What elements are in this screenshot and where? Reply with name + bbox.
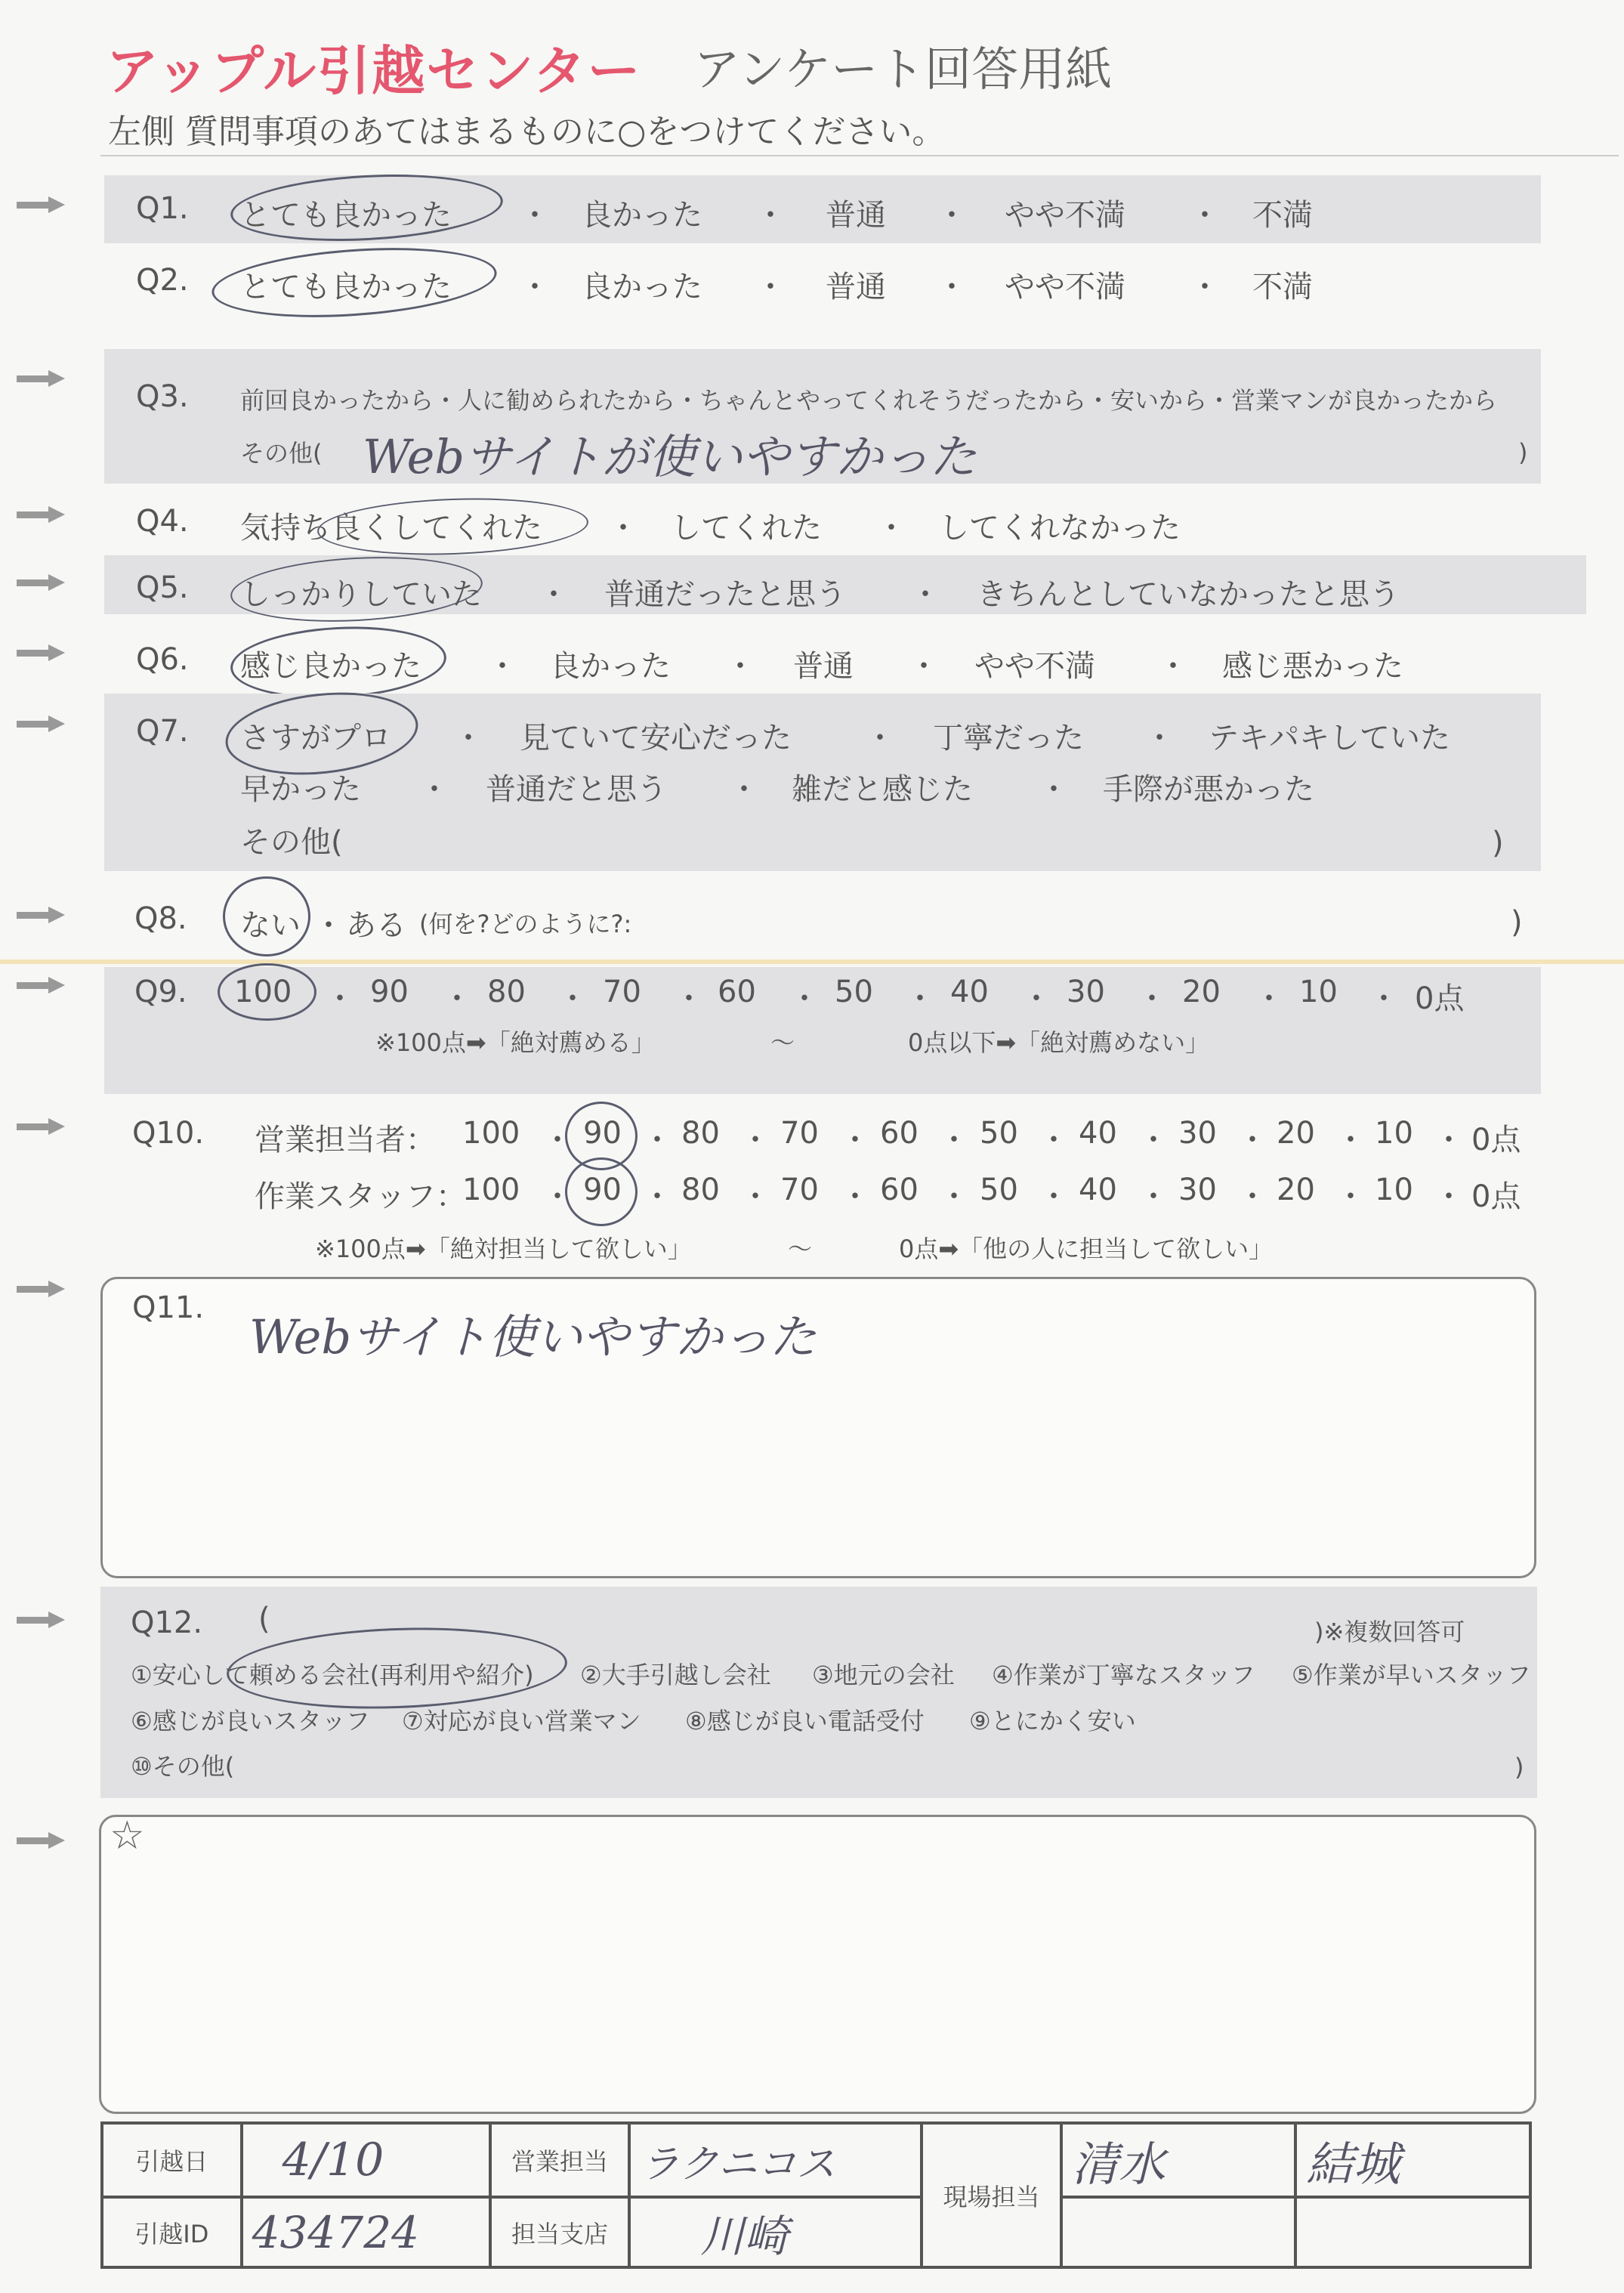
site-staff-2[interactable]: 結城 xyxy=(1306,2136,1400,2192)
move-id-value[interactable]: 434724 xyxy=(252,2206,420,2258)
q9-score-50[interactable]: 50 xyxy=(835,975,873,1009)
sales-label: 営業担当 xyxy=(490,2123,629,2197)
q9-score-90[interactable]: 90 xyxy=(370,975,409,1009)
q10-staff-70[interactable]: 70 xyxy=(780,1173,819,1207)
q10-sales-40[interactable]: 40 xyxy=(1079,1116,1117,1151)
q5-option-3[interactable]: きちんとしていなかったと思う xyxy=(977,577,1400,612)
q9-score-20[interactable]: 20 xyxy=(1182,975,1221,1009)
branch-name[interactable]: 川崎 xyxy=(700,2210,789,2262)
q9-score-70[interactable]: 70 xyxy=(603,975,641,1009)
q4-option-1[interactable]: 気持ち良くしてくれた xyxy=(240,511,542,545)
company-name: アップル引越センター xyxy=(106,40,642,102)
q6-option-5[interactable]: 感じ悪かった xyxy=(1222,649,1403,684)
q9-score-0[interactable]: 0点 xyxy=(1415,981,1465,1016)
q10-sales-10[interactable]: 10 xyxy=(1375,1116,1413,1151)
q9-score-60[interactable]: 60 xyxy=(718,975,756,1009)
q2-option-1[interactable]: とても良かった xyxy=(240,270,452,304)
arrow-icon xyxy=(17,574,65,591)
q11-answer[interactable]: Webサイト使いやすかった xyxy=(249,1309,817,1364)
move-date-value[interactable]: 4/10 xyxy=(282,2134,384,2187)
q6-option-2[interactable]: 良かった xyxy=(550,649,671,684)
arrow-icon xyxy=(17,907,65,923)
q8-detail-close: ) xyxy=(1511,905,1523,940)
paper-line xyxy=(0,960,1624,964)
q10-staff-40[interactable]: 40 xyxy=(1079,1173,1117,1207)
q10-sales-80[interactable]: 80 xyxy=(681,1116,720,1151)
q9-score-40[interactable]: 40 xyxy=(950,975,989,1009)
header-divider xyxy=(100,155,1619,156)
q3-options-line[interactable]: 前回良かったから・人に勧められたから・ちゃんとやってくれそうだったから・安いから・営業マンが良かったから xyxy=(240,386,1498,415)
q6-option-4[interactable]: やや不満 xyxy=(974,649,1095,684)
q8-option-yes[interactable]: ある xyxy=(346,908,406,943)
q12-option-7[interactable]: ⑦対応が良い営業マン xyxy=(402,1707,641,1735)
site-label: 現場担当 xyxy=(922,2123,1061,2267)
q7-label: Q7. xyxy=(136,714,189,749)
q6-label: Q6. xyxy=(136,642,189,677)
q10-note-left: ※100点➡「絶対担当して欲しい」 xyxy=(315,1235,692,1263)
q1-label: Q1. xyxy=(136,191,189,226)
q10-staff-0[interactable]: 0点 xyxy=(1471,1179,1521,1214)
q3-other-label: その他( xyxy=(240,439,323,468)
site-staff-1[interactable]: 清水 xyxy=(1071,2136,1166,2192)
q1-option-4[interactable]: やや不満 xyxy=(1005,198,1125,233)
q7-option-6[interactable]: 普通だと思う xyxy=(486,772,667,807)
q4-option-3[interactable]: してくれなかった xyxy=(939,511,1181,545)
q6-selection-circle xyxy=(229,622,449,704)
q2-option-2[interactable]: 良かった xyxy=(582,270,702,304)
q12-option-5[interactable]: ⑤作業が早いスタッフ xyxy=(1292,1661,1531,1689)
q10-staff-30[interactable]: 30 xyxy=(1178,1173,1217,1207)
arrow-icon xyxy=(17,1612,65,1628)
move-id-label: 引越ID xyxy=(102,2197,242,2267)
q7-other-close: ) xyxy=(1492,826,1504,861)
q12-other-close: ) xyxy=(1514,1753,1524,1782)
q1-option-2[interactable]: 良かった xyxy=(582,198,702,233)
q12-note: )※複数回答可 xyxy=(1314,1618,1465,1646)
q9-note-left: ※100点➡「絶対薦める」 xyxy=(375,1028,656,1057)
q9-score-80[interactable]: 80 xyxy=(487,975,526,1009)
arrow-icon xyxy=(17,506,65,523)
arrow-icon xyxy=(17,1832,65,1849)
q10-staff-selection-circle xyxy=(565,1157,638,1226)
q5-option-2[interactable]: 普通だったと思う xyxy=(604,577,846,612)
q9-score-10[interactable]: 10 xyxy=(1299,975,1338,1009)
q10-sales-30[interactable]: 30 xyxy=(1178,1116,1217,1151)
q9-label: Q9. xyxy=(134,975,187,1009)
arrow-icon xyxy=(17,977,65,994)
q10-sales-60[interactable]: 60 xyxy=(880,1116,919,1151)
form-title: アンケート回答用紙 xyxy=(693,42,1113,97)
q10-sales-label: 営業担当者： xyxy=(255,1123,436,1157)
q6-option-3[interactable]: 普通 xyxy=(793,649,854,684)
q7-option-5[interactable]: 早かった xyxy=(240,772,361,807)
q7-other-label: その他( xyxy=(240,825,343,860)
q12-option-2[interactable]: ②大手引越し会社 xyxy=(580,1661,771,1689)
q12-other-label: ⑩その他( xyxy=(131,1752,235,1781)
q10-note-right: 0点➡「他の人に担当して欲しい」 xyxy=(899,1235,1274,1263)
q10-sales-20[interactable]: 20 xyxy=(1277,1116,1315,1151)
q4-option-2[interactable]: してくれた xyxy=(671,511,822,545)
q9-selection-circle xyxy=(218,963,316,1021)
q11-label: Q11. xyxy=(132,1290,205,1325)
arrow-icon xyxy=(17,1281,65,1297)
q5-option-1[interactable]: しっかりしていた xyxy=(240,577,482,612)
q10-staff-10[interactable]: 10 xyxy=(1375,1173,1413,1207)
sales-name[interactable]: ラクニコス xyxy=(640,2141,836,2187)
q10-staff-50[interactable]: 50 xyxy=(980,1173,1018,1207)
arrow-icon xyxy=(17,1118,65,1135)
q3-label: Q3. xyxy=(136,379,189,414)
q7-option-7[interactable]: 雑だと感じた xyxy=(792,772,973,807)
q9-note-right: 0点以下➡「絶対薦めない」 xyxy=(908,1028,1210,1057)
q10-staff-60[interactable]: 60 xyxy=(880,1173,919,1207)
q10-staff-90[interactable]: 90 xyxy=(583,1173,622,1207)
q12-option-4[interactable]: ④作業が丁寧なスタッフ xyxy=(992,1661,1255,1689)
q10-staff-80[interactable]: 80 xyxy=(681,1173,720,1207)
comment-box[interactable] xyxy=(99,1815,1536,2114)
q8-selection-circle xyxy=(223,876,310,956)
q12-option-9[interactable]: ⑨とにかく安い xyxy=(969,1707,1136,1735)
q2-option-5[interactable]: 不満 xyxy=(1252,270,1313,304)
q6-option-1[interactable]: 感じ良かった xyxy=(240,649,421,684)
q3-other-close: ) xyxy=(1518,438,1528,467)
q2-option-3[interactable]: 普通 xyxy=(826,270,886,304)
q10-sales-70[interactable]: 70 xyxy=(780,1116,819,1151)
q9-score-100[interactable]: 100 xyxy=(234,975,292,1009)
instruction-text: 左側 質問事項のあてはまるものに○をつけてください。 xyxy=(108,113,946,151)
q7-option-2[interactable]: 見ていて安心だった xyxy=(520,721,792,756)
q5-label: Q5. xyxy=(136,570,189,605)
q7-option-8[interactable]: 手際が悪かった xyxy=(1103,772,1314,807)
branch-label: 担当支店 xyxy=(490,2197,629,2267)
q10-staff-20[interactable]: 20 xyxy=(1277,1173,1315,1207)
arrow-icon xyxy=(17,370,65,387)
q12-option-6[interactable]: ⑥感じが良いスタッフ xyxy=(131,1707,370,1735)
q3-other-answer[interactable]: Webサイトが使いやすかった xyxy=(363,429,977,484)
q7-option-1[interactable]: さすがプロ xyxy=(240,721,391,756)
footer-table xyxy=(100,2121,1532,2269)
q10-sales-90[interactable]: 90 xyxy=(583,1116,622,1151)
q4-label: Q4. xyxy=(136,504,189,539)
q8-option-no[interactable]: ない xyxy=(240,908,301,943)
q7-option-3[interactable]: 丁寧だった xyxy=(933,721,1084,756)
q1-option-3[interactable]: 普通 xyxy=(826,198,886,233)
q2-option-4[interactable]: やや不満 xyxy=(1005,270,1125,304)
arrow-icon xyxy=(17,644,65,661)
q9-note-tilde: 〜 xyxy=(770,1028,795,1057)
q10-sales-100[interactable]: 100 xyxy=(462,1116,520,1151)
q1-option-1[interactable]: とても良かった xyxy=(240,198,452,233)
arrow-icon xyxy=(17,715,65,732)
q10-note-tilde: 〜 xyxy=(788,1235,813,1263)
q1-option-5[interactable]: 不満 xyxy=(1252,198,1313,233)
q8-label: Q8. xyxy=(134,901,187,936)
q10-staff-100[interactable]: 100 xyxy=(462,1173,520,1207)
move-date-label: 引越日 xyxy=(102,2123,242,2197)
arrow-icon xyxy=(17,196,65,213)
q12-option-1[interactable]: ①安心して頼める会社(再利用や紹介) xyxy=(131,1661,534,1689)
q12-option-8[interactable]: ⑧感じが良い電話受付 xyxy=(685,1707,925,1735)
q10-label: Q10. xyxy=(132,1116,205,1151)
q2-label: Q2. xyxy=(136,263,189,298)
q12-open: ( xyxy=(258,1602,270,1636)
q12-label: Q12. xyxy=(131,1605,203,1640)
q10-sales-0[interactable]: 0点 xyxy=(1471,1123,1521,1157)
q8-detail-label: (何を?どのように?: xyxy=(419,910,632,938)
q7-option-4[interactable]: テキパキしていた xyxy=(1209,721,1450,756)
q9-score-30[interactable]: 30 xyxy=(1067,975,1105,1009)
survey-page: アップル引越センター アンケート回答用紙 左側 質問事項のあてはまるものに○をつけてください。 Q1. とても良かった ・ 良かった ・ 普通 ・ やや不満 ・ 不満 Q2. とても良かった ・ 良かった ・ 普通 ・ やや不満 ・ 不満 Q3. 前回良かったから・人に勧められたから・ちゃんとやってくれそうだったから・安いから・営業マンが良かったから その他( Webサイトが使いやすかった ) Q4. 気持ち良くしてくれた ・ してくれた ・ してくれなかった Q5. しっかりしていた ・ 普通だったと思う ・ きちんとしていなかったと思う Q6. 感じ良かった ・ 良かった ・ 普通 ・ やや不満 ・ 感じ悪かった Q7. さすがプロ ・ 見ていて安心だった ・ 丁寧だった ・ テキパキしていた 早かった ・ 普通だと思う ・ 雑だと感じた ・ 手際が悪かった その他( ) Q8. ない ・ ある (何を?どのように?: ) Q9. 100 ・ 90 ・ 80 ・ 70 ・ 60 ・ 50 ・ 40 ・ 30 ・ 20 ・ 10 ・ 0点 ※100点➡「絶対薦める」 〜 0点以下➡「絶対薦めない」 Q10. 営業担当者： 作業スタッフ： 100 ・ 90 ・ 80 ・ 70 ・ 60 ・ 50 ・ 40 ・ 30 ・ 20 ・ 10 ・ 0点 100 ・ 90 ・ 80 ・ 70 ・ 60 ・ 50 ・ 40 ・ 30 ・ 20 ・ 10 ・ 0点 ※100点➡「絶対担当して欲しい」 〜 0点➡「他の人に担当して欲しい」 Q11. Webサイト使いやすかった Q12. ( )※複数回答可 ①安心して頼める会社(再利用や紹介) ②大手引越し会社 ③地元の会社 ④作業が丁寧なスタッフ ⑤作業が早いスタッフ ⑥感じが良いスタッフ ⑦対応が良い営業マン ⑧感じが良い電話受付 ⑨とにかく安い ⑩その他( ) ☆ 引越日 4/10 営業担当 ラクニコス 現場担当 清水 結城 引越ID 434724 担当支店 川崎 xyxy=(0,0,1624,2293)
q10-staff-label: 作業スタッフ： xyxy=(255,1179,466,1214)
q2-selection-circle xyxy=(209,239,499,326)
q10-sales-50[interactable]: 50 xyxy=(980,1116,1018,1151)
star-icon: ☆ xyxy=(110,1813,145,1859)
q12-option-3[interactable]: ③地元の会社 xyxy=(812,1661,955,1689)
